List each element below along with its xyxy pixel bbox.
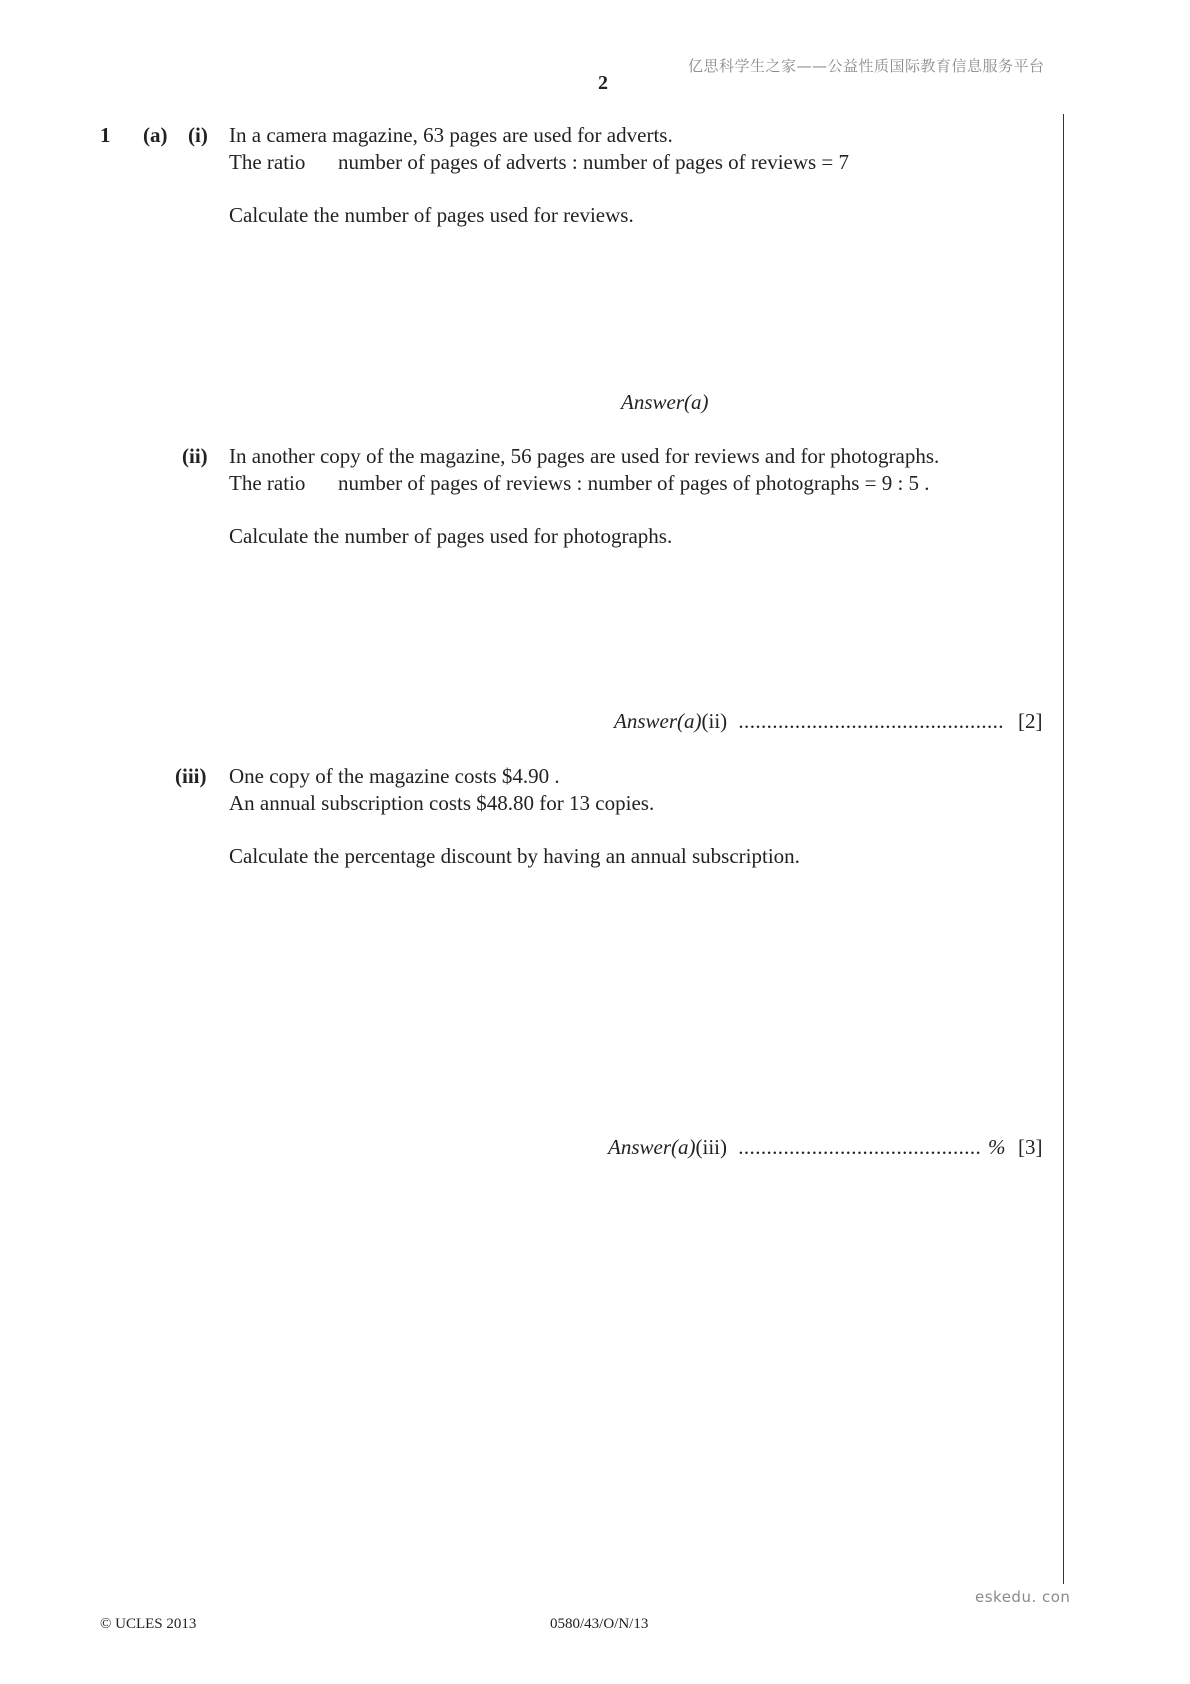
answer-label-italic: Answer(a) [608,1135,696,1159]
answer-dots[interactable]: ........................................... [738,1135,982,1159]
answer-label-suffix: (iii) [695,1135,727,1159]
subpart-i-ratio-prefix: The ratio [229,150,306,174]
answer-label-suffix: (ii) [701,709,728,733]
subpart-iii-instruction: Calculate the percentage discount by having an annual subscription. [229,844,800,868]
part-a-label: (a) [143,123,168,147]
subpart-iii-answer-line [608,1134,981,1161]
subpart-i-label: (i) [188,123,208,147]
subpart-ii-instruction: Calculate the number of pages used for photographs. [229,524,673,548]
answer-dots[interactable]: ............................................... [738,709,1004,733]
answer-label-italic: Answer(a) [614,709,702,733]
page-number: 2 [598,72,608,94]
subpart-i-line1: In a camera magazine, 63 pages are used for adverts. [229,123,673,147]
subpart-ii-label: (ii) [182,444,208,468]
watermark-text: 亿思科学生之家——公益性质国际教育信息服务平台 [688,57,1045,75]
question-number: 1 [100,123,111,147]
subpart-ii-ratio-expression: number of pages of reviews : number of pages of photographs = 9 : 5 . [338,471,930,495]
subpart-iii-line2: An annual subscription costs $48.80 for 13 copies. [229,791,655,815]
subpart-iii-marks: [3] [1018,1135,1043,1159]
subpart-iii-label: (iii) [175,764,207,788]
subpart-iii-line1: One copy of the magazine costs $4.90 . [229,764,560,788]
subpart-i-answer-label: Answer(a) [621,390,709,414]
subpart-ii-answer-line [614,708,1004,735]
site-watermark: eskedu. con [975,1588,1071,1606]
subpart-iii-unit: % [988,1135,1006,1159]
subpart-ii-marks: [2] [1018,709,1043,733]
subpart-i-instruction: Calculate the number of pages used for reviews. [229,203,634,227]
copyright: © UCLES 2013 [100,1616,197,1632]
subpart-ii-ratio-prefix: The ratio [229,471,306,495]
paper-code: 0580/43/O/N/13 [550,1616,649,1632]
subpart-ii-line1: In another copy of the magazine, 56 pages are used for reviews and for photographs. [229,444,940,468]
margin-line [1063,114,1064,1584]
subpart-i-ratio-expression: number of pages of adverts : number of pages of reviews = 7 [338,150,850,174]
